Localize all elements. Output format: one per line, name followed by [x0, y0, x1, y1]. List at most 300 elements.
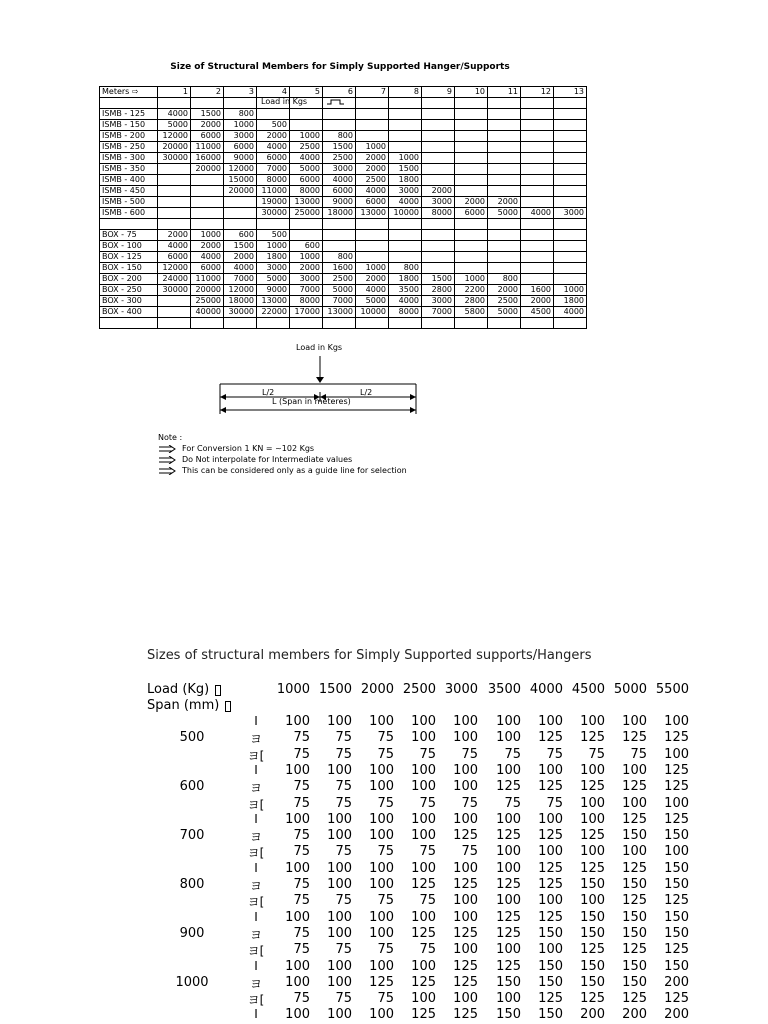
load-value-cell: 6000	[191, 131, 224, 142]
load-value-cell	[158, 208, 191, 219]
load-value-cell	[356, 318, 389, 329]
section-size-cell: 100	[622, 795, 647, 811]
load-value-cell: 600	[290, 241, 323, 252]
section-size-cell: 100	[453, 779, 478, 795]
table-row	[100, 120, 587, 131]
load-value-cell	[455, 219, 488, 230]
load-value-cell: 30000	[158, 153, 191, 164]
section-size-cell: 100	[453, 893, 478, 909]
span-header: 2	[191, 87, 224, 98]
load-value-cell	[323, 120, 356, 131]
section-size-cell: 75	[461, 746, 478, 762]
section-size-cell: 200	[622, 1007, 647, 1023]
load-value-cell: 4000	[158, 241, 191, 252]
section-size-cell: 100	[453, 811, 478, 827]
load-value-cell: 7000	[323, 296, 356, 307]
load-value-cell	[158, 175, 191, 186]
load-value-cell: 6000	[323, 186, 356, 197]
load-value-cell	[422, 153, 455, 164]
load-value-cell: 20000	[224, 186, 257, 197]
load-value-cell	[422, 318, 455, 329]
load-value-cell	[521, 230, 554, 241]
bottom-table-axis-labels	[147, 682, 231, 714]
section-size-cell: 100	[496, 811, 521, 827]
load-value-cell	[158, 296, 191, 307]
load-column-header: 4000	[529, 682, 563, 697]
load-value-cell	[224, 197, 257, 208]
load-value-cell: 2000	[356, 153, 389, 164]
load-value-cell	[488, 252, 521, 263]
section-size-cell: 75	[377, 730, 394, 746]
load-value-cell	[488, 131, 521, 142]
section-size-cell: 125	[496, 958, 521, 974]
load-value-cell	[422, 120, 455, 131]
load-value-cell: 7000	[224, 274, 257, 285]
load-value-cell	[191, 197, 224, 208]
structural-members-table	[99, 86, 587, 329]
section-size-cell: 100	[580, 811, 605, 827]
section-size-cell: 150	[622, 974, 647, 990]
section-size-cell: 100	[453, 991, 478, 1007]
section-size-cell: 125	[664, 730, 689, 746]
load-value-cell	[455, 142, 488, 153]
member-size-cell: ISMB - 200	[100, 131, 158, 142]
span-header: 5	[290, 87, 323, 98]
load-value-cell: 25000	[191, 296, 224, 307]
member-size-cell	[100, 318, 158, 329]
section-size-cell: 125	[580, 991, 605, 1007]
load-value-cell	[488, 241, 521, 252]
section-size-cell: 100	[327, 974, 352, 990]
section-size-cell: 125	[538, 730, 563, 746]
section-size-cell: 100	[411, 909, 436, 925]
load-value-cell	[422, 164, 455, 175]
section-size-cell: 100	[664, 714, 689, 729]
section-size-cell: 100	[496, 762, 521, 778]
notes-heading: Note :	[158, 433, 183, 442]
load-value-cell: 2500	[356, 175, 389, 186]
span-label: 500	[179, 730, 205, 746]
load-value-cell: 6000	[455, 208, 488, 219]
load-column-header: 5500	[655, 682, 689, 697]
section-size-cell: 100	[369, 1007, 394, 1023]
load-value-cell: 2500	[323, 153, 356, 164]
load-value-cell	[389, 219, 422, 230]
load-value-cell: 2500	[488, 296, 521, 307]
member-size-cell: ISMB - 125	[100, 109, 158, 120]
note-item	[158, 465, 407, 476]
span-label: 700	[179, 828, 205, 844]
section-size-cell: 100	[664, 844, 689, 860]
section-type-icon: ヨ[	[247, 895, 265, 910]
member-size-cell: BOX - 400	[100, 307, 158, 318]
table-row	[100, 175, 587, 186]
load-value-cell: 2800	[422, 285, 455, 296]
load-value-cell	[323, 109, 356, 120]
table-row	[100, 153, 587, 164]
load-value-cell	[191, 219, 224, 230]
load-value-cell	[158, 197, 191, 208]
half-span-right: L/2	[360, 388, 373, 397]
section-size-cell: 100	[664, 746, 689, 762]
load-value-cell	[389, 131, 422, 142]
load-value-cell: 2500	[290, 142, 323, 153]
section-size-cell: 150	[664, 909, 689, 925]
load-value-cell	[521, 263, 554, 274]
section-size-cell: 100	[285, 1007, 310, 1023]
load-value-cell: 13000	[290, 197, 323, 208]
section-size-cell: 125	[453, 958, 478, 974]
load-value-cell: 3000	[224, 131, 257, 142]
load-value-cell	[389, 120, 422, 131]
load-value-cell: 4000	[356, 186, 389, 197]
table-header-row	[100, 87, 587, 98]
section-size-cell: 150	[664, 925, 689, 941]
section-type-icon: ヨ[	[247, 748, 265, 763]
section-size-cell: 100	[580, 844, 605, 860]
half-span-left: L/2	[262, 388, 275, 397]
span-axis-label: Span (mm)	[147, 698, 220, 713]
section-type-icon: I	[254, 909, 258, 924]
section-size-cell: 75	[630, 746, 647, 762]
load-value-cell: 5000	[488, 307, 521, 318]
load-value-cell: 4000	[521, 208, 554, 219]
section-size-cell: 75	[293, 877, 310, 892]
load-value-cell	[521, 175, 554, 186]
load-value-cell: 9000	[323, 197, 356, 208]
load-value-cell	[521, 131, 554, 142]
section-size-cell: 75	[377, 844, 394, 860]
load-value-cell	[554, 142, 587, 153]
double-arrow-icon	[158, 456, 182, 464]
section-size-cell: 125	[496, 779, 521, 795]
member-size-cell: ISMB - 400	[100, 175, 158, 186]
section-size-cell: 100	[411, 730, 436, 746]
load-value-cell	[521, 164, 554, 175]
section-size-cell: 100	[411, 828, 436, 844]
load-value-cell: 800	[488, 274, 521, 285]
member-size-cell: ISMB - 250	[100, 142, 158, 153]
load-value-cell	[224, 208, 257, 219]
section-size-cell: 150	[580, 925, 605, 941]
section-size-cell: 150	[580, 974, 605, 990]
table-row	[100, 230, 587, 241]
double-arrow-icon	[158, 445, 182, 453]
load-value-cell: 1000	[356, 263, 389, 274]
span-header: 8	[389, 87, 422, 98]
section-size-cell: 125	[664, 811, 689, 827]
load-value-cell: 12000	[158, 263, 191, 274]
section-type-icon: ヨ	[249, 879, 262, 893]
load-value-cell: 4000	[389, 296, 422, 307]
load-value-cell: 15000	[224, 175, 257, 186]
span-label: L (Span in meteres)	[272, 397, 351, 406]
load-value-cell	[422, 230, 455, 241]
load-value-cell	[422, 241, 455, 252]
section-size-cell: 75	[335, 795, 352, 811]
note-text: Do Not interpolate for Intermediate values	[182, 455, 353, 464]
section-size-cell: 75	[335, 942, 352, 958]
section-size-cell: 125	[496, 828, 521, 844]
load-value-cell: 1500	[191, 109, 224, 120]
section-type-icon: ヨ[	[247, 993, 265, 1008]
load-value-cell: 6000	[356, 197, 389, 208]
section-size-cell: 100	[580, 893, 605, 909]
load-value-cell: 2000	[158, 230, 191, 241]
load-value-cell: 25000	[290, 208, 323, 219]
load-value-cell: 4000	[158, 109, 191, 120]
load-value-cell: 8000	[290, 296, 323, 307]
section-size-cell: 75	[293, 746, 310, 762]
section-size-cell: 100	[369, 762, 394, 778]
load-value-cell: 4500	[521, 307, 554, 318]
load-value-cell	[389, 252, 422, 263]
load-value-cell	[554, 175, 587, 186]
section-size-cell: 100	[411, 779, 436, 795]
load-value-cell	[554, 153, 587, 164]
load-value-cell: 1500	[389, 164, 422, 175]
section-size-cell: 100	[496, 730, 521, 746]
load-value-cell: 3000	[290, 274, 323, 285]
load-value-cell	[554, 164, 587, 175]
load-value-cell: 2000	[455, 197, 488, 208]
section-size-cell: 100	[369, 779, 394, 795]
load-value-cell: 2000	[257, 131, 290, 142]
section-size-cell: 100	[327, 811, 352, 827]
load-value-cell	[554, 241, 587, 252]
section-size-cell: 100	[411, 958, 436, 974]
load-value-cell: 2500	[323, 274, 356, 285]
section-size-cell: 100	[496, 714, 521, 729]
load-value-cell: 10000	[389, 208, 422, 219]
load-value-cell	[158, 186, 191, 197]
load-column-header: 1000	[276, 682, 310, 697]
meters-header: Meters ⇨	[100, 87, 158, 98]
span-header: 11	[488, 87, 521, 98]
section-size-cell: 100	[369, 877, 394, 892]
section-size-cell: 125	[453, 974, 478, 990]
load-value-cell: 5000	[290, 164, 323, 175]
load-value-cell	[488, 142, 521, 153]
load-value-cell: 4000	[257, 142, 290, 153]
load-value-cell	[356, 241, 389, 252]
member-size-cell: BOX - 200	[100, 274, 158, 285]
section-size-cell: 125	[664, 779, 689, 795]
load-value-cell: 18000	[224, 296, 257, 307]
section-size-cell: 125	[453, 828, 478, 844]
section-size-cell: 125	[580, 779, 605, 795]
span-header: 9	[422, 87, 455, 98]
load-value-cell	[488, 109, 521, 120]
notes-section	[158, 432, 407, 476]
section-size-cell: 100	[369, 958, 394, 974]
load-value-cell: 8000	[389, 307, 422, 318]
section-size-cell: 100	[369, 714, 394, 729]
load-value-cell: 1000	[257, 241, 290, 252]
load-value-cell	[389, 109, 422, 120]
section-size-cell: 75	[377, 991, 394, 1007]
table-row	[100, 109, 587, 120]
section-size-cell: 100	[622, 714, 647, 729]
section-size-cell: 75	[377, 795, 394, 811]
load-value-cell: 1600	[521, 285, 554, 296]
load-value-cell	[422, 263, 455, 274]
span-label: 900	[179, 925, 205, 941]
load-value-cell: 5000	[488, 208, 521, 219]
section-size-cell: 125	[664, 893, 689, 909]
section-type-icon: ヨ	[249, 927, 262, 942]
load-value-cell	[422, 109, 455, 120]
section-size-cell: 100	[538, 714, 563, 729]
load-value-cell: 500	[257, 120, 290, 131]
load-value-cell	[488, 175, 521, 186]
section-size-cell: 100	[285, 974, 310, 990]
load-value-cell: 1000	[455, 274, 488, 285]
section-size-cell: 150	[496, 1007, 521, 1023]
load-value-cell	[191, 175, 224, 186]
section-size-cell: 125	[622, 811, 647, 827]
load-value-cell: 1500	[224, 241, 257, 252]
section-size-cell: 125	[538, 779, 563, 795]
load-value-cell	[554, 263, 587, 274]
load-value-cell	[521, 153, 554, 164]
load-value-cell: 1000	[290, 252, 323, 263]
load-value-cell	[554, 197, 587, 208]
load-value-cell	[356, 230, 389, 241]
load-value-cell: 20000	[191, 285, 224, 296]
section-size-cell: 75	[419, 746, 436, 762]
load-value-cell	[521, 186, 554, 197]
load-value-cell: 12000	[224, 164, 257, 175]
section-type-icon: ヨ	[249, 781, 262, 796]
load-value-cell	[455, 164, 488, 175]
load-value-cell: 18000	[323, 208, 356, 219]
section-size-cell: 125	[622, 779, 647, 795]
span-header: 4	[257, 87, 290, 98]
load-value-cell: 1500	[422, 274, 455, 285]
section-size-cell: 100	[285, 958, 310, 974]
section-type-icon: I	[254, 762, 258, 777]
load-value-cell	[422, 142, 455, 153]
span-label: 600	[179, 779, 205, 795]
section-size-cell: 125	[622, 860, 647, 876]
load-value-cell	[521, 142, 554, 153]
load-value-cell: 800	[323, 131, 356, 142]
load-value-cell: 2000	[521, 296, 554, 307]
section-size-cell: 100	[369, 925, 394, 941]
section-size-cell: 100	[453, 714, 478, 729]
load-value-cell: 5000	[356, 296, 389, 307]
load-value-cell	[323, 230, 356, 241]
section-size-cell: 100	[285, 762, 310, 778]
section-size-cell: 125	[622, 893, 647, 909]
section-size-cell: 200	[664, 974, 689, 990]
table-row	[100, 285, 587, 296]
section-size-cell: 125	[622, 942, 647, 958]
load-value-cell	[521, 219, 554, 230]
section-size-cell: 75	[335, 991, 352, 1007]
load-value-cell: 2000	[191, 241, 224, 252]
section-size-cell: 100	[327, 1007, 352, 1023]
member-size-cell: BOX - 100	[100, 241, 158, 252]
member-size-cell: BOX - 150	[100, 263, 158, 274]
load-value-cell: 8000	[290, 186, 323, 197]
load-value-cell: 6000	[257, 153, 290, 164]
load-value-cell: 1800	[554, 296, 587, 307]
section-type-icon: I	[254, 860, 258, 875]
load-value-cell: 12000	[224, 285, 257, 296]
beam-diagram-lines	[210, 352, 426, 432]
load-value-cell: 30000	[224, 307, 257, 318]
load-value-cell: 2000	[191, 120, 224, 131]
section-size-cell: 125	[411, 877, 436, 892]
load-value-cell: 6000	[158, 252, 191, 263]
section-size-cell: 75	[293, 925, 310, 941]
section-size-cell: 100	[580, 714, 605, 729]
section-size-cell: 100	[538, 893, 563, 909]
load-value-cell: 1000	[224, 120, 257, 131]
load-column-header: 2000	[360, 682, 394, 697]
load-value-cell	[290, 230, 323, 241]
load-value-cell	[257, 109, 290, 120]
section-size-cell: 150	[664, 860, 689, 876]
load-value-cell	[389, 241, 422, 252]
load-value-cell	[191, 186, 224, 197]
load-value-cell: 6000	[224, 142, 257, 153]
load-value-cell	[323, 241, 356, 252]
member-size-cell: ISMB - 450	[100, 186, 158, 197]
span-header: 7	[356, 87, 389, 98]
section-size-cell: 100	[538, 762, 563, 778]
load-value-cell: 30000	[158, 285, 191, 296]
member-size-cell: ISMB - 500	[100, 197, 158, 208]
load-value-cell	[521, 274, 554, 285]
table-row	[100, 197, 587, 208]
table-row	[100, 274, 587, 285]
section-size-cell: 150	[580, 877, 605, 892]
section-size-cell: 100	[538, 811, 563, 827]
section-size-cell: 75	[419, 844, 436, 860]
section-size-cell: 125	[538, 909, 563, 925]
section-size-cell: 125	[664, 991, 689, 1007]
section-size-cell: 125	[664, 762, 689, 778]
section-size-cell: 100	[327, 877, 352, 892]
load-value-cell	[521, 241, 554, 252]
load-value-cell: 20000	[191, 164, 224, 175]
load-value-cell: 1600	[323, 263, 356, 274]
section-size-cell: 75	[293, 779, 310, 795]
load-column-header: 1500	[318, 682, 352, 697]
load-value-cell	[455, 131, 488, 142]
load-value-cell: 3000	[554, 208, 587, 219]
section-size-cell: 100	[327, 714, 352, 729]
load-value-cell	[554, 230, 587, 241]
section-size-cell: 100	[453, 909, 478, 925]
section-type-icon: ヨ	[249, 976, 262, 991]
table-row	[100, 307, 587, 318]
load-value-cell: 10000	[356, 307, 389, 318]
section-size-cell: 75	[377, 893, 394, 909]
section-size-cell: 75	[461, 844, 478, 860]
section-size-cell: 150	[622, 828, 647, 844]
load-column-header: 3500	[487, 682, 521, 697]
member-size-cell: ISMB - 150	[100, 120, 158, 131]
load-value-cell: 500	[257, 230, 290, 241]
load-value-cell	[455, 186, 488, 197]
load-value-cell	[224, 318, 257, 329]
load-value-cell: 11000	[257, 186, 290, 197]
load-value-cell	[455, 252, 488, 263]
